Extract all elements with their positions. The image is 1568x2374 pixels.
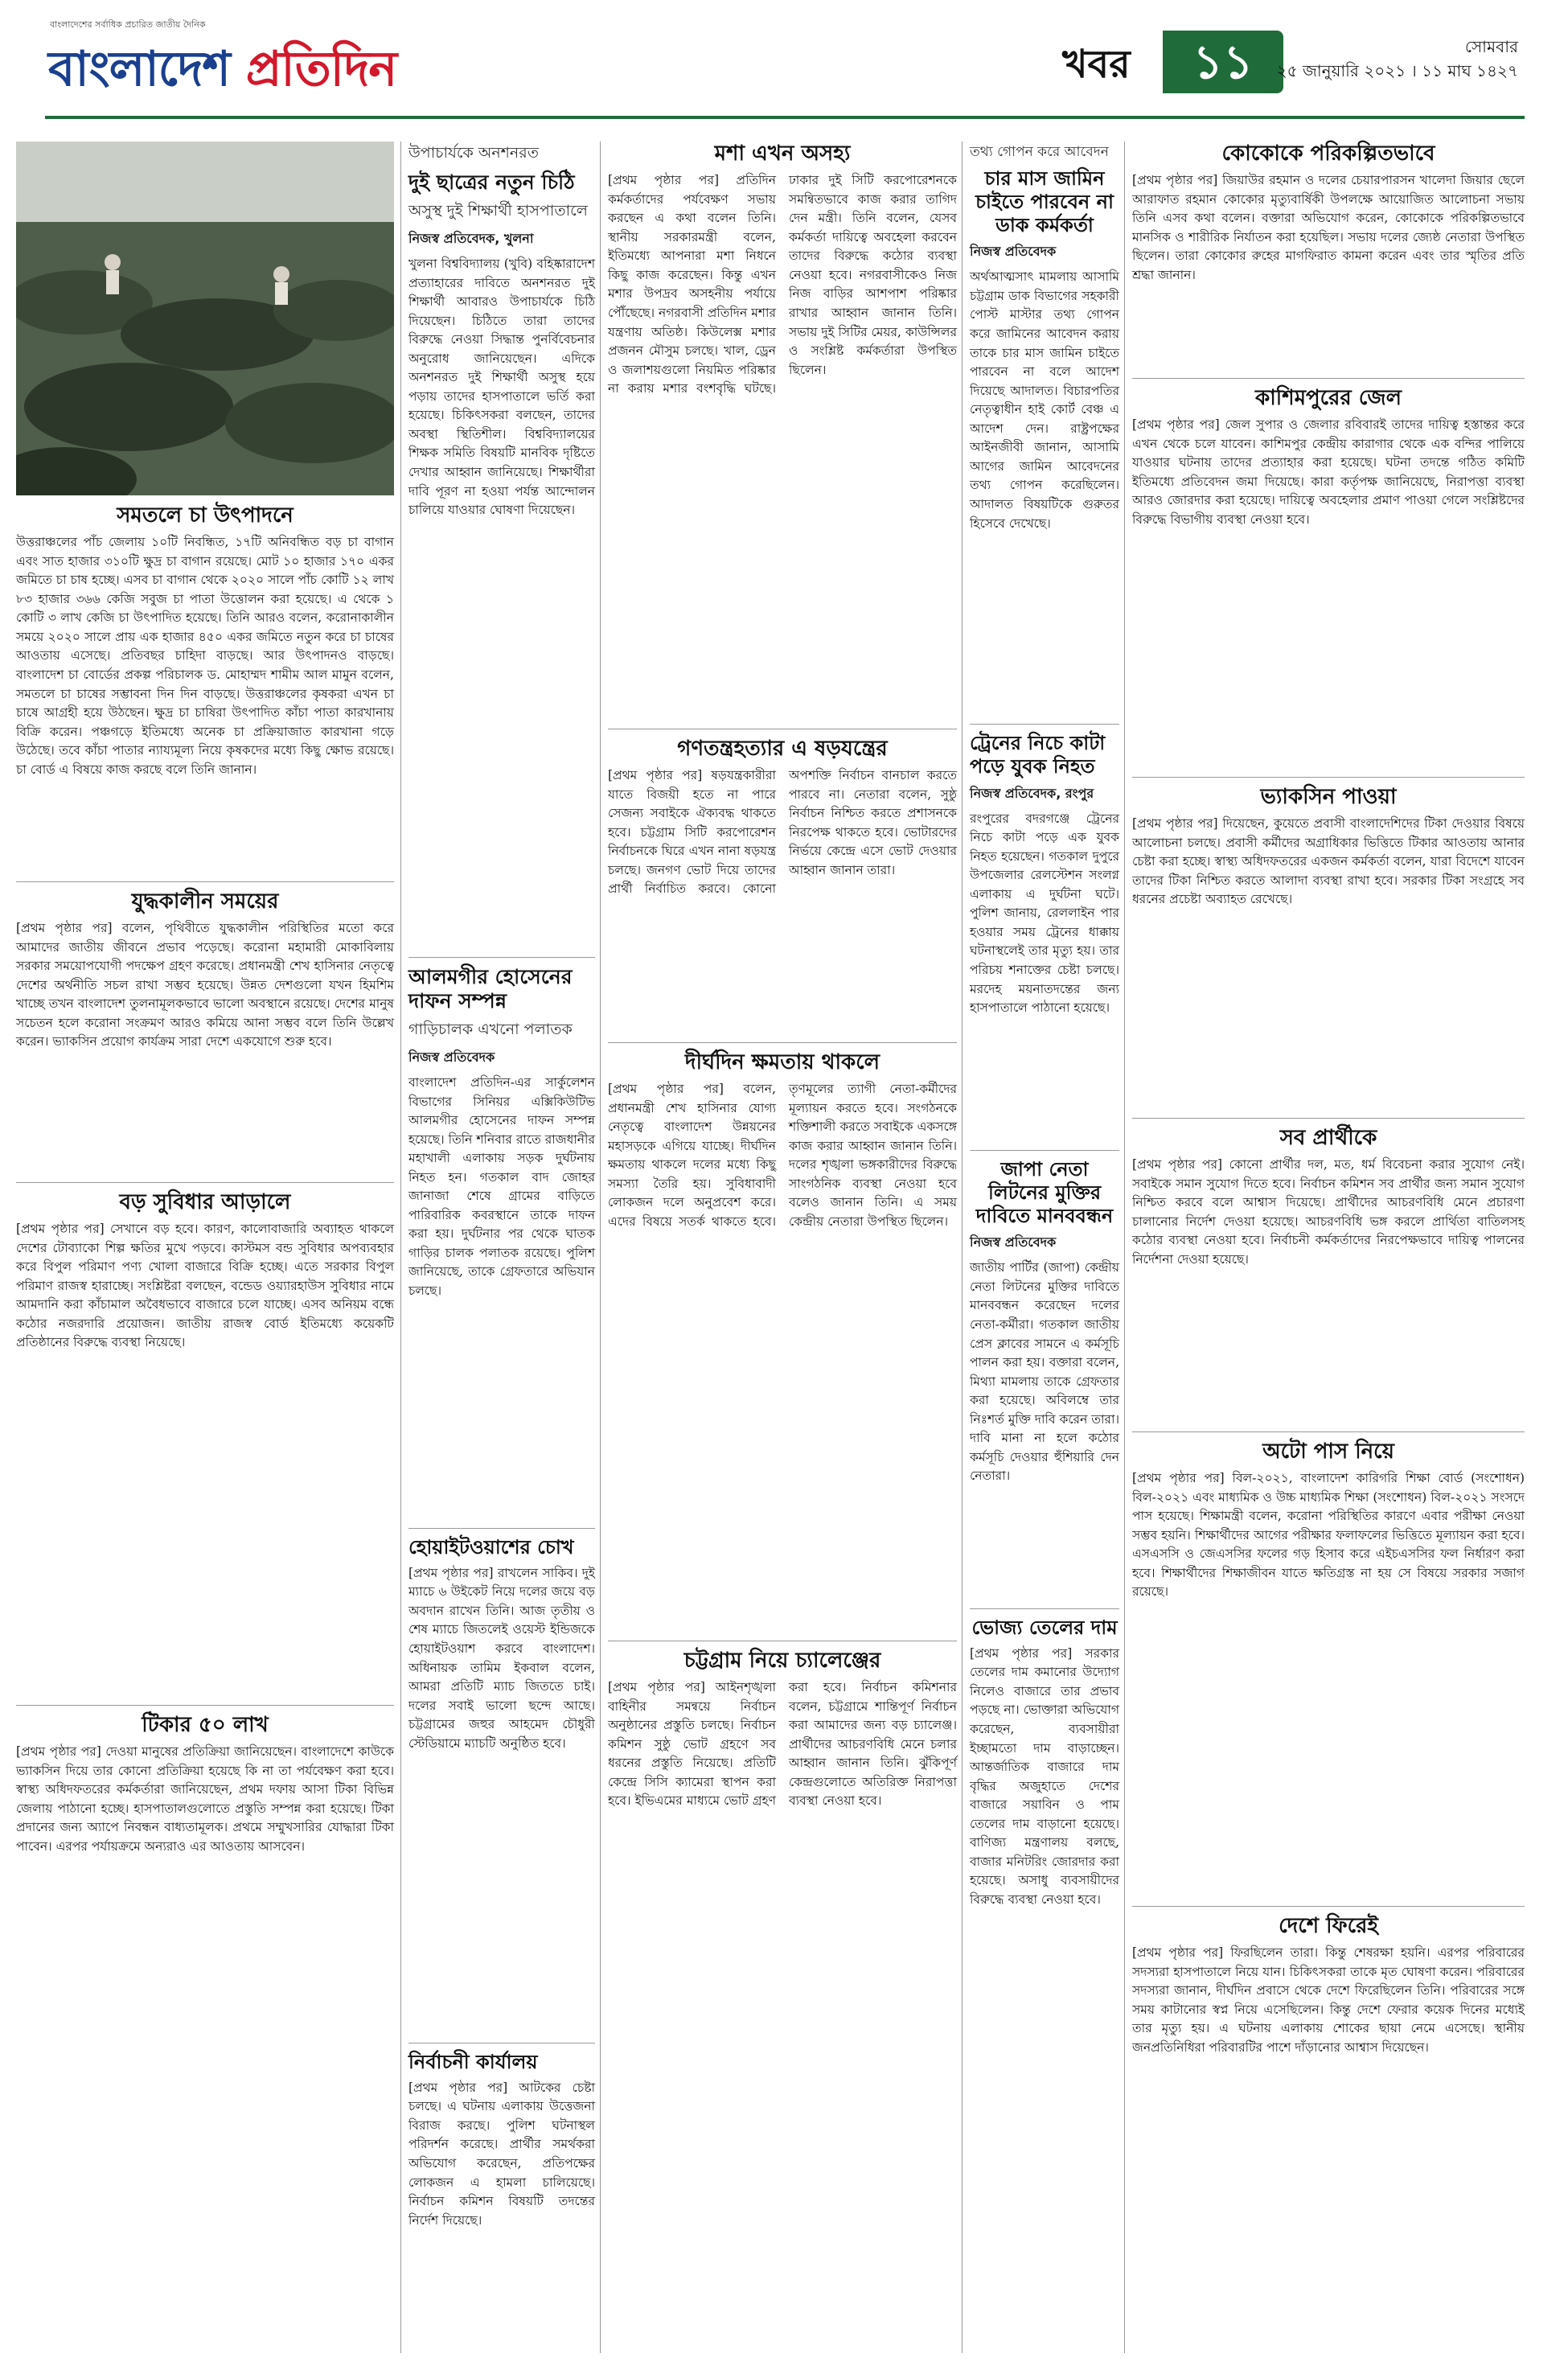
article-ganatantra[interactable] xyxy=(608,737,957,899)
article-election-office[interactable] xyxy=(408,2051,595,2230)
article-body: [প্রথম পৃষ্ঠার পর] ফিরছিলেন তারা। কিন্তু শেষরক্ষা হয়নি। এরপর পরিবারের সদস্যরা হাসপাতালে নিয়ে যান। চিকিৎসকরা তাকে মৃত ঘোষণা করেন। পরিবারের সদস্যরা জানান, দীর্ঘদিন প্রবাসে থেকে দেশে ফিরেছিলেন তিনি। পরিবারের সঙ্গে সময় কাটানোর স্বপ্ন নিয়ে এসেছিলেন। কিন্তু দেশে ফেরার কয়েক দিনের মধ্যেই তার মৃত্যু হয়। এ ঘটনায় এলাকায় শোকের ছায়া নেমে এসেছে। স্থানীয় জনপ্রতিনিধিরা পরিবারটির পাশে দাঁড়ানোর আশ্বাস দিয়েছেন। xyxy=(1132,1945,1525,2055)
article-title[interactable]: নির্বাচনী কার্যালয় xyxy=(408,2051,538,2073)
article-title[interactable]: মশা এখন অসহ্য xyxy=(714,142,851,166)
article-byline: নিজস্ব প্রতিবেদক xyxy=(408,1049,495,1065)
article-kicker: উপাচার্যকে অনশনরত xyxy=(408,144,539,162)
article-title[interactable]: চার মাস জামিন চাইতে পারবেন না ডাক কর্মকর্তা xyxy=(975,167,1114,236)
article-title[interactable]: গণতন্ত্রহত্যার এ ষড়যন্ত্রের xyxy=(677,737,888,761)
article-columns xyxy=(608,1080,957,1231)
article-body: [প্রথম পৃষ্ঠার পর] বলেন, পৃথিবীতে যুদ্ধকালীন পরিস্থিতির মতো করে আমাদের জাতীয় জীবনে প্রভাব পড়েছে। করোনা মহামারী মোকাবিলায় সরকার সময়োপযোগী পদক্ষেপ গ্রহণ করেছে। প্রধানমন্ত্রী শেখ হাসিনার নেতৃত্বে দেশের অর্থনীতি সচল রাখা সম্ভব হয়েছে। উন্নত দেশগুলো যখন হিমশিম খাচ্ছে তখন বাংলাদেশ তুলনামূলকভাবে ভালো অবস্থানে রয়েছে। দেশের মানুষ সচেতন হলে করোনা সংক্রমণ আরও কমিয়ে আনা সম্ভব বলে তিনি উল্লেখ করেন। ভ্যাকসিন প্রয়োগ কার্যক্রম সারা দেশে একযোগে শুরু হবে। xyxy=(16,921,394,1049)
article-body: [প্রথম পৃষ্ঠার পর] সেখানে বড় হবে। কারণ, কালোবাজারি অব্যাহত থাকলে দেশের টোব্যাকো শিল্প ক্ষতির মুখে পড়বে। কাস্টমস বন্ড সুবিধার অপব্যবহার করে বিপুল পরিমাণ পণ্য খোলা বাজারে বিক্রি হচ্ছে। এতে সরকার বিপুল পরিমাণ রাজস্ব হারাচ্ছে। সংশ্লিষ্টরা বলছেন, বন্ডেড ওয়্যারহাউস সুবিধার নামে আমদানি করা কাঁচামাল অবৈধভাবে বাজারে চলে যাচ্ছে। এসব অনিয়ম বন্ধে কঠোর নজরদারি প্রয়োজন। জাতীয় রাজস্ব বোর্ড ইতিমধ্যে কয়েকটি প্রতিষ্ঠানের বিরুদ্ধে ব্যবস্থা নিয়েছে। xyxy=(16,1222,394,1350)
column-divider xyxy=(400,142,401,2353)
column-divider xyxy=(962,142,963,2353)
article-dirghodin[interactable] xyxy=(608,1050,957,1232)
issue-date: ২৫ জানুয়ারি ২০২১ । ১১ মাঘ ১৪২৭ xyxy=(1276,61,1518,80)
article-body: [প্রথম পৃষ্ঠার পর] সরকার তেলের দাম কমানোর উদ্যোগ নিলেও বাজারে তার প্রভাব পড়ছে না। ভোক্তারা অভিযোগ করেছেন, ব্যবসায়ীরা ইচ্ছামতো দাম বাড়াচ্ছেন। আন্তর্জাতিক বাজারে দাম বৃদ্ধির অজুহাতে দেশের বাজারে সয়াবিন ও পাম তেলের দাম বাড়ানো হয়েছে। বাণিজ্য মন্ত্রণালয় বলছে, বাজার মনিটরিং জোরদার করা হয়েছে। অসাধু ব্যবসায়ীদের বিরুদ্ধে ব্যবস্থা নেওয়া হবে। xyxy=(970,1645,1119,1907)
article-body: [প্রথম পৃষ্ঠার পর] আটকের চেষ্টা চলছে। এ ঘটনায় এলাকায় উত্তেজনা বিরাজ করছে। পুলিশ ঘটনাস্থল পরিদর্শন করেছে। প্রার্থীর সমর্থকরা অভিযোগ করেছেন, প্রতিপক্ষের লোকজন এ হামলা চালিয়েছে। নির্বাচন কমিশন বিষয়টি তদন্তের নির্দেশ দিয়েছে। xyxy=(408,2080,595,2228)
article-body: [প্রথম পৃষ্ঠার পর] বলেন, প্রধানমন্ত্রী শেখ হাসিনার যোগ্য নেতৃত্বে বাংলাদেশ উন্নয়নের মহাসড়কে এগিয়ে যাচ্ছে। দীর্ঘদিন ক্ষমতায় থাকলে দলের মধ্যে কিছু সমস্যা তৈরি হয়। সুবিধাবাদী লোকজন দলে অনুপ্রবেশ করে। এদের বিষয়ে সতর্ক থাকতে হবে। তৃণমূলের ত্যাগী নেতা-কর্মীদের মূল্যায়ন করতে হবে। সংগঠনকে শক্তিশালী করতে সবাইকে একসঙ্গে কাজ করার আহ্বান জানান তিনি। দলের শৃঙ্খলা ভঙ্গকারীদের বিরুদ্ধে সাংগঠনিক ব্যবস্থা নেওয়া হবে বলেও জানান তিনি। এ সময় কেন্দ্রীয় নেতারা উপস্থিত ছিলেন। xyxy=(608,1082,957,1230)
logo-part-1: বাংলাদেশ xyxy=(48,41,246,97)
article-japa[interactable] xyxy=(970,1158,1119,1486)
article-business[interactable] xyxy=(16,1190,394,1353)
article-info-hide[interactable] xyxy=(970,142,1119,533)
article-divider xyxy=(1132,378,1525,379)
article-subtitle: অসুস্থ দুই শিক্ষার্থী হাসপাতালে xyxy=(408,202,588,220)
article-divider xyxy=(408,1528,595,1529)
article-body: [প্রথম পৃষ্ঠার পর] কোনো প্রার্থীর দল, মত, ধর্ম বিবেচনা করার সুযোগ নেই। সবাইকে সমান সুযোগ দিতে হবে। নির্বাচন কমিশন সব প্রার্থীর জন্য সমান সুযোগ নিশ্চিত করবে বলে আশ্বাস দিয়েছে। প্রার্থীদের আচরণবিধি মেনে প্রচারণা চালানোর নির্দেশ দেওয়া হয়েছে। আচরণবিধি ভঙ্গ করলে প্রার্থিতা বাতিলসহ কঠোর ব্যবস্থা নেওয়া হবে। নির্বাচনী কর্মকর্তাদের নিরপেক্ষভাবে দায়িত্ব পালনের নির্দেশনা দেওয়া হয়েছে। xyxy=(1132,1157,1525,1267)
article-all-candidates[interactable] xyxy=(1132,1126,1525,1269)
article-cocacola[interactable] xyxy=(1132,142,1525,285)
article-body: [প্রথম পৃষ্ঠার পর] দিয়েছেন, কুয়েতে প্রবাসী বাংলাদেশিদের টিকা দেওয়ার বিষয়ে আলোচনা চলছে। প্রবাসী কর্মীদের অগ্রাধিকার ভিত্তিতে টিকার আওতায় আনার চেষ্টা করা হচ্ছে। স্বাস্থ্য অধিদফতরের একজন কর্মকর্তা বলেন, যারা বিদেশে যাবেন তাদের টিকা নিশ্চিত করতে আলাদা ব্যবস্থা রাখা হবে। সরকার টিকা সংগ্রহে সব ধরনের প্রচেষ্টা অব্যাহত রেখেছে। xyxy=(1132,816,1525,907)
article-divider xyxy=(970,1150,1119,1151)
article-body: উত্তরাঞ্চলের পাঁচ জেলায় ১০টি নিবন্ধিত, ১৭টি অনিবন্ধিত বড় চা বাগান এবং সাত হাজার ৩১০টি ক্ষুদ্র চা বাগান রয়েছে। মোট ১০ হাজার ১৭০ একর জমিতে চা চাষ হচ্ছে। এসব চা বাগান থেকে ২০২০ সালে পাঁচ কোটি ১২ লাখ ৮৩ হাজার ৩৬৬ কেজি সবুজ চা পাতা উত্তোলন করা হয়েছে। এ থেকে ১ কোটি ৩ লাখ কেজি চা উৎপাদিত হয়েছে। তিনি আরও বলেন, করোনাকালীন সময়ে ২০২০ সালে প্রায় এক হাজার ৪৫০ একর জমিতে নতুন করে চা চাষের আওতায় এসেছে। প্রতিবছর চাহিদা বাড়ছে। আর উৎপাদনও বাড়ছে। বাংলাদেশ চা বোর্ডের প্রকল্প পরিচালক ড. মোহাম্মদ শামীম আল মামুন বলেন, সমতলে চা চাষের সম্ভাবনা দিন দিন বাড়ছে। উত্তরাঞ্চলের কৃষকরা এখন চা চাষে আগ্রহী হয়ে উঠছেন। ক্ষুদ্র চা চাষিরা উৎপাদিত কাঁচা পাতা কারখানায় বিক্রি করেন। পঞ্চগড়ে ইতিমধ্যে অনেক চা প্রক্রিয়াজাত কারখানা গড়ে উঠেছে। তবে কাঁচা পাতার ন্যায্যমূল্য নিয়ে কৃষকদের মধ্যে কিছু ক্ষোভ রয়েছে। চা বোর্ড এ বিষয়ে কাজ করছে বলে তিনি জানান। xyxy=(16,535,394,777)
article-body: [প্রথম পৃষ্ঠার পর] প্রতিদিন কর্মকর্তাদের পর্যবেক্ষণ সভায় করছেন এ কথা বলেন তিনি। স্থানীয় সরকারমন্ত্রী বলেন, ইতিমধ্যে আপনারা মশা নিধনে কিছু কাজ করেছেন। কিন্তু এখন মশার উপদ্রব অসহনীয় পর্যায়ে পৌঁছেছে। নগরবাসী প্রতিদিন মশার যন্ত্রণায় অতিষ্ঠ। কিউলেক্স মশার প্রজনন মৌসুম চলছে। খাল, ড্রেন ও জলাশয়গুলো নিয়মিত পরিষ্কার না করায় মশার বংশবৃদ্ধি ঘটছে। ঢাকার দুই সিটি করপোরেশনকে সমন্বিতভাবে কাজ করার তাগিদ দেন মন্ত্রী। তিনি বলেন, যেসব কর্মকর্তা দায়িত্বে অবহেলা করবেন তাদের বিরুদ্ধে কঠোর ব্যবস্থা নেওয়া হবে। নগরবাসীকেও নিজ নিজ বাড়ির আশপাশ পরিষ্কার রাখার আহ্বান জানান তিনি। সভায় দুই সিটির মেয়র, কাউন্সিলর ও সংশ্লিষ্ট কর্মকর্তারা উপস্থিত ছিলেন। xyxy=(608,173,958,396)
article-mosha[interactable] xyxy=(608,142,957,399)
article-auto-pass[interactable] xyxy=(1132,1440,1525,1602)
article-title[interactable]: দুই ছাত্রের নতুন চিঠি xyxy=(408,170,575,194)
article-title[interactable]: কোকোকে পরিকল্পিতভাবে xyxy=(1221,142,1435,166)
article-divider xyxy=(608,1042,957,1043)
article-body: বাংলাদেশ প্রতিদিন-এর সার্কুলেশন বিভাগের সিনিয়র এক্সিকিউটিভ আলমগীর হোসেনের দাফন সম্পন্ন হয়েছে। তিনি শনিবার রাতে রাজধানীর মহাখালী এলাকায় সড়ক দুর্ঘটনায় নিহত হন। গতকাল বাদ জোহর জানাজা শেষে গ্রামের বাড়িতে পারিবারিক কবরস্থানে তাকে দাফন করা হয়। দুর্ঘটনার পর থেকে ঘাতক গাড়ির চালক পলাতক রয়েছে। পুলিশ জানিয়েছে, তাকে গ্রেফতারে অভিযান চলছে। xyxy=(408,1075,595,1299)
article-columns xyxy=(608,1678,957,1811)
column-divider xyxy=(600,142,601,2353)
article-subtitle: গাড়িচালক এখনো পলাতক xyxy=(408,1021,573,1038)
article-vc-letter[interactable] xyxy=(408,142,595,520)
article-war[interactable] xyxy=(16,889,394,1052)
masthead xyxy=(45,14,1525,125)
article-body: [প্রথম পৃষ্ঠার পর] ষড়যন্ত্রকারীরা যাতে বিজয়ী হতে না পারে সেজন্য সবাইকে ঐক্যবদ্ধ থাকতে হবে। চট্টগ্রাম সিটি করপোরেশন নির্বাচনকে ঘিরে এখন নানা ষড়যন্ত্র চলছে। জনগণ ভোট দিয়ে তাদের প্রার্থী নির্বাচিত করবে। কোনো অপশক্তি নির্বাচন বানচাল করতে পারবে না। নেতারা বলেন, সুষ্ঠু নির্বাচন নিশ্চিত করতে প্রশাসনকে নিরপেক্ষ থাকতে হবে। ভোটারদের নির্ভয়ে কেন্দ্রে এসে ভোট দেওয়ার আহ্বান জানান তারা। xyxy=(608,768,957,897)
tea-garden-photo[interactable] xyxy=(16,142,394,495)
article-divider xyxy=(970,1608,1119,1609)
article-title[interactable]: আলমগীর হোসেনের দাফন সম্পন্ন xyxy=(408,965,573,1012)
article-body: [প্রথম পৃষ্ঠার পর] আইনশৃঙ্খলা বাহিনীর সমন্বয়ে নির্বাচন অনুষ্ঠানের প্রস্তুতি চলছে। নির্বাচন কমিশন সুষ্ঠু ভোট গ্রহণে সব ধরনের প্রস্তুতি নিয়েছে। প্রতিটি কেন্দ্রে সিসি ক্যামেরা স্থাপন করা হবে। ইভিএমের মাধ্যমে ভোট গ্রহণ করা হবে। নির্বাচন কমিশনার বলেন, চট্টগ্রামে শান্তিপূর্ণ নির্বাচন করা আমাদের জন্য বড় চ্যালেঞ্জ। প্রার্থীদের আচরণবিধি মেনে চলার আহ্বান জানান তিনি। ঝুঁকিপূর্ণ কেন্দ্রগুলোতে অতিরিক্ত নিরাপত্তা ব্যবস্থা নেওয়া হবে। xyxy=(608,1680,957,1809)
article-title[interactable]: অটো পাস নিয়ে xyxy=(1262,1440,1394,1464)
article-title[interactable]: কাশিমপুরের জেল xyxy=(1255,386,1402,410)
article-byline: নিজস্ব প্রতিবেদক, রংপুর xyxy=(970,785,1094,801)
article-byline: নিজস্ব প্রতিবেদক xyxy=(970,1234,1057,1251)
header-rule xyxy=(45,116,1525,119)
article-body: [প্রথম পৃষ্ঠার পর] জেল সুপার ও জেলার রবিবারই তাদের দায়িত্ব হস্তান্তর করে এখন থেকে চলে যাবেন। কাশিমপুর কেন্দ্রীয় কারাগার থেকে এক বন্দির পালিয়ে যাওয়ার ঘটনায় তাদের প্রত্যাহার করা হয়েছে। ঘটনা তদন্তে গঠিত কমিটি ইতিমধ্যে প্রতিবেদন জমা দিয়েছে। কারা কর্তৃপক্ষ জানিয়েছে, নিরাপত্তা ব্যবস্থা আরও জোরদার করা হয়েছে। দায়িত্বে অবহেলার প্রমাণ পাওয়া গেলে সংশ্লিষ্টদের বিরুদ্ধে বিভাগীয় ব্যবস্থা নেওয়া হবে। xyxy=(1132,417,1525,527)
article-divider xyxy=(1132,1118,1525,1119)
article-divider xyxy=(1132,1431,1525,1432)
article-divider xyxy=(1132,777,1525,778)
article-byline: নিজস্ব প্রতিবেদক xyxy=(970,244,1057,260)
page-number-badge: ১১ xyxy=(1163,31,1283,93)
article-divider xyxy=(408,957,595,958)
article-title[interactable]: ট্রেনের নিচে কাটা পড়ে যুবক নিহত xyxy=(970,732,1106,778)
article-body: অর্থআত্মসাৎ মামলায় আসামি চট্টগ্রাম ডাক বিভাগের সহকারী পোস্ট মাস্টার তথ্য গোপন করে জামিনের আবেদন করায় তাকে চার মাস জামিন চাইতে পারবেন না বলে আদেশ দিয়েছে আদালত। বিচারপতির নেতৃত্বাধীন হাই কোর্ট বেঞ্চ এ আদেশ দেন। রাষ্ট্রপক্ষের আইনজীবী জানান, আসামি আগের জামিন আবেদনের তথ্য গোপন করেছিলেন। আদালত বিষয়টিকে গুরুতর হিসেবে দেখেছে। xyxy=(970,269,1119,531)
article-divider xyxy=(1132,1906,1525,1907)
article-oil[interactable] xyxy=(970,1616,1119,1909)
article-chattogram[interactable] xyxy=(608,1649,957,1811)
article-divider xyxy=(16,1705,394,1706)
article-title[interactable]: দীর্ঘদিন ক্ষমতায় থাকলে xyxy=(684,1050,880,1074)
article-title[interactable]: হোয়াইটওয়াশের চোখ xyxy=(408,1536,574,1559)
article-title[interactable]: ভোজ্য তেলের দাম xyxy=(971,1616,1118,1639)
article-tea[interactable] xyxy=(16,503,394,779)
article-title[interactable]: বড় সুবিধার আড়ালে xyxy=(119,1190,291,1214)
article-divider xyxy=(16,1182,394,1183)
masthead-tagline: বাংলাদেশের সর্বাধিক প্রচারিত জাতীয় দৈনিক xyxy=(50,19,206,30)
article-train[interactable] xyxy=(970,732,1119,1018)
section-title: খবর xyxy=(1062,42,1131,87)
article-title[interactable]: টিকার ৫০ লাখ xyxy=(142,1713,269,1737)
article-divider xyxy=(970,724,1119,725)
article-body: [প্রথম পৃষ্ঠার পর] দেওয়া মানুষের প্রতিক্রিয়া জানিয়েছেন। বাংলাদেশে কাউকে ভ্যাকসিন দিয়ে তার কোনো প্রতিক্রিয়া হয়েছে কি না তা পর্যবেক্ষণ করা হবে। স্বাস্থ্য অধিদফতরের কর্মকর্তারা জানিয়েছেন, প্রথম দফায় আসা টিকা বিভিন্ন জেলায় পাঠানো হচ্ছে। হাসপাতালগুলোতে প্রস্তুতি সম্পন্ন করা হয়েছে। টিকা প্রদানের জন্য অ্যাপে নিবন্ধন বাধ্যতামূলক। প্রথমে সম্মুখসারির যোদ্ধারা টিকা পাবেন। এরপর পর্যায়ক্রমে অন্যরাও এর আওতায় আসবেন। xyxy=(16,1744,394,1854)
article-body: রংপুরের বদরগঞ্জে ট্রেনের নিচে কাটা পড়ে এক যুবক নিহত হয়েছেন। গতকাল দুপুরে উপজেলার রেলস্টেশন সংলগ্ন এলাকায় এ দুর্ঘটনা ঘটে। পুলিশ জানায়, রেললাইন পার হওয়ার সময় ট্রেনের ধাক্কায় ঘটনাস্থলেই তার মৃত্যু হয়। তার পরিচয় শনাক্তের চেষ্টা চলছে। মরদেহ ময়নাতদন্তের জন্য হাসপাতালে পাঠানো হয়েছে। xyxy=(970,811,1119,1016)
photo-illustration xyxy=(16,142,394,495)
article-body: [প্রথম পৃষ্ঠার পর] জিয়াউর রহমান ও দলের চেয়ারপারসন খালেদা জিয়ার ছেলে আরাফাত রহমান কোকোর মৃত্যুবার্ষিকী উপলক্ষে আয়োজিত আলোচনা সভায় তিনি এসব কথা বলেন। বক্তারা অভিযোগ করেন, কোকোকে পরিকল্পিতভাবে মানসিক ও শারীরিক নির্যাতন করা হয়েছিল। সভায় দলের জ্যেষ্ঠ নেতারা উপস্থিত ছিলেন। তারা কোকোর রুহের মাগফিরাত কামনা করেন এবং তার স্মৃতির প্রতি শ্রদ্ধা জানান। xyxy=(1132,173,1525,282)
newspaper-logo[interactable] xyxy=(48,32,396,113)
article-title[interactable]: দেশে ফিরেই xyxy=(1279,1914,1378,1938)
article-title[interactable]: সব প্রার্থীকে xyxy=(1279,1126,1377,1150)
article-body: [প্রথম পৃষ্ঠার পর] বিল-২০২১, বাংলাদেশ কারিগরি শিক্ষা বোর্ড (সংশোধন) বিল-২০২১ এবং মাধ্যমিক ও উচ্চ মাধ্যমিক শিক্ষা (সংশোধন) বিল-২০২১ সংসদে পাস হয়েছে। শিক্ষামন্ত্রী বলেন, করোনা পরিস্থিতির কারণে এবার পরীক্ষা নেওয়া সম্ভব হয়নি। শিক্ষার্থীদের আগের পরীক্ষার ফলাফলের ভিত্তিতে মূল্যায়ন করা হবে। এসএসসি ও জেএসসির ফলের গড় হিসাব করে এইচএসসির ফল নির্ধারণ করা হবে। শিক্ষার্থীদের শিক্ষাজীবন যাতে ক্ষতিগ্রস্ত না হয় সে বিষয়ে সরকার সজাগ রয়েছে। xyxy=(1132,1471,1525,1600)
article-whitewash[interactable] xyxy=(408,1536,595,1753)
article-home[interactable] xyxy=(1132,1914,1525,2057)
article-columns xyxy=(608,171,957,399)
article-title[interactable]: সমতলে চা উৎপাদনে xyxy=(117,503,293,528)
article-kashimpur[interactable] xyxy=(1132,386,1525,529)
article-title[interactable]: ভ্যাকসিন পাওয়া xyxy=(1260,785,1397,809)
article-kicker: তথ্য গোপন করে আবেদন xyxy=(970,144,1109,160)
article-title[interactable]: চট্টগ্রাম নিয়ে চ্যালেঞ্জের xyxy=(683,1649,881,1673)
article-vaccine-get[interactable] xyxy=(1132,785,1525,910)
article-vaccine50[interactable] xyxy=(16,1713,394,1856)
column-divider xyxy=(1124,142,1125,2353)
article-body: [প্রথম পৃষ্ঠার পর] রাখলেন সাকিব। দুই ম্যাচে ৬ উইকেট নিয়ে দলের জয়ে বড় অবদান রাখেন তিনি। আজ তৃতীয় ও শেষ ম্যাচে জিতলেই ওয়েস্ট ইন্ডিজকে হোয়াইটওয়াশ করবে বাংলাদেশ। অধিনায়ক তামিম ইকবাল বলেন, আমরা প্রতিটি ম্যাচ জিততে চাই। দলের সবাই ভালো ছন্দে আছে। চট্টগ্রামের জহুর আহমেদ চৌধুরী স্টেডিয়ামে ম্যাচটি অনুষ্ঠিত হবে। xyxy=(408,1565,595,1751)
article-title[interactable]: জাপা নেতা লিটনের মুক্তির দাবিতে মানববন্ধন xyxy=(975,1158,1114,1227)
article-title[interactable]: যুদ্ধকালীন সময়ের xyxy=(131,889,279,914)
article-byline: নিজস্ব প্রতিবেদক, খুলনা xyxy=(408,231,534,246)
article-body: জাতীয় পার্টির (জাপা) কেন্দ্রীয় নেতা লিটনের মুক্তির দাবিতে মানববন্ধন করেছেন দলের নেতা-কর্মীরা। গতকাল জাতীয় প্রেস ক্লাবের সামনে এ কর্মসূচি পালন করা হয়। বক্তারা বলেন, মিথ্যা মামলায় তাকে গ্রেফতার করা হয়েছে। অবিলম্বে তার নিঃশর্ত মুক্তি দাবি করেন তারা। দাবি মানা না হলে কঠোর কর্মসূচি দেওয়ার হুঁশিয়ারি দেন নেতারা। xyxy=(970,1260,1119,1484)
weekday: সোমবার xyxy=(1464,37,1518,56)
article-body: খুলনা বিশ্ববিদ্যালয় (খুবি) বহিষ্কারাদেশ প্রত্যাহারের দাবিতে অনশনরত দুই শিক্ষার্থী আবারও উপাচার্যকে চিঠি দিয়েছেন। চিঠিতে তারা তাদের বিরুদ্ধে নেওয়া সিদ্ধান্ত পুনর্বিবেচনার অনুরোধ জানিয়েছেন। এদিকে অনশনরত দুই শিক্ষার্থী অসুস্থ হয়ে পড়ায় তাদের হাসপাতালে ভর্তি করা হয়েছে। চিকিৎসকরা বলছেন, তাদের অবস্থা স্থিতিশীল। বিশ্ববিদ্যালয়ের শিক্ষক সমিতি বিষয়টি মানবিক দৃষ্টিতে দেখার আহ্বান জানিয়েছে। শিক্ষার্থীরা দাবি পূরণ না হওয়া পর্যন্ত আন্দোলন চালিয়ে যাওয়ার ঘোষণা দিয়েছেন। xyxy=(408,257,595,518)
article-columns xyxy=(608,766,957,899)
article-divider xyxy=(16,881,394,882)
article-alamgir[interactable] xyxy=(408,965,595,1301)
logo-part-2: প্রতিদিন xyxy=(245,41,397,97)
